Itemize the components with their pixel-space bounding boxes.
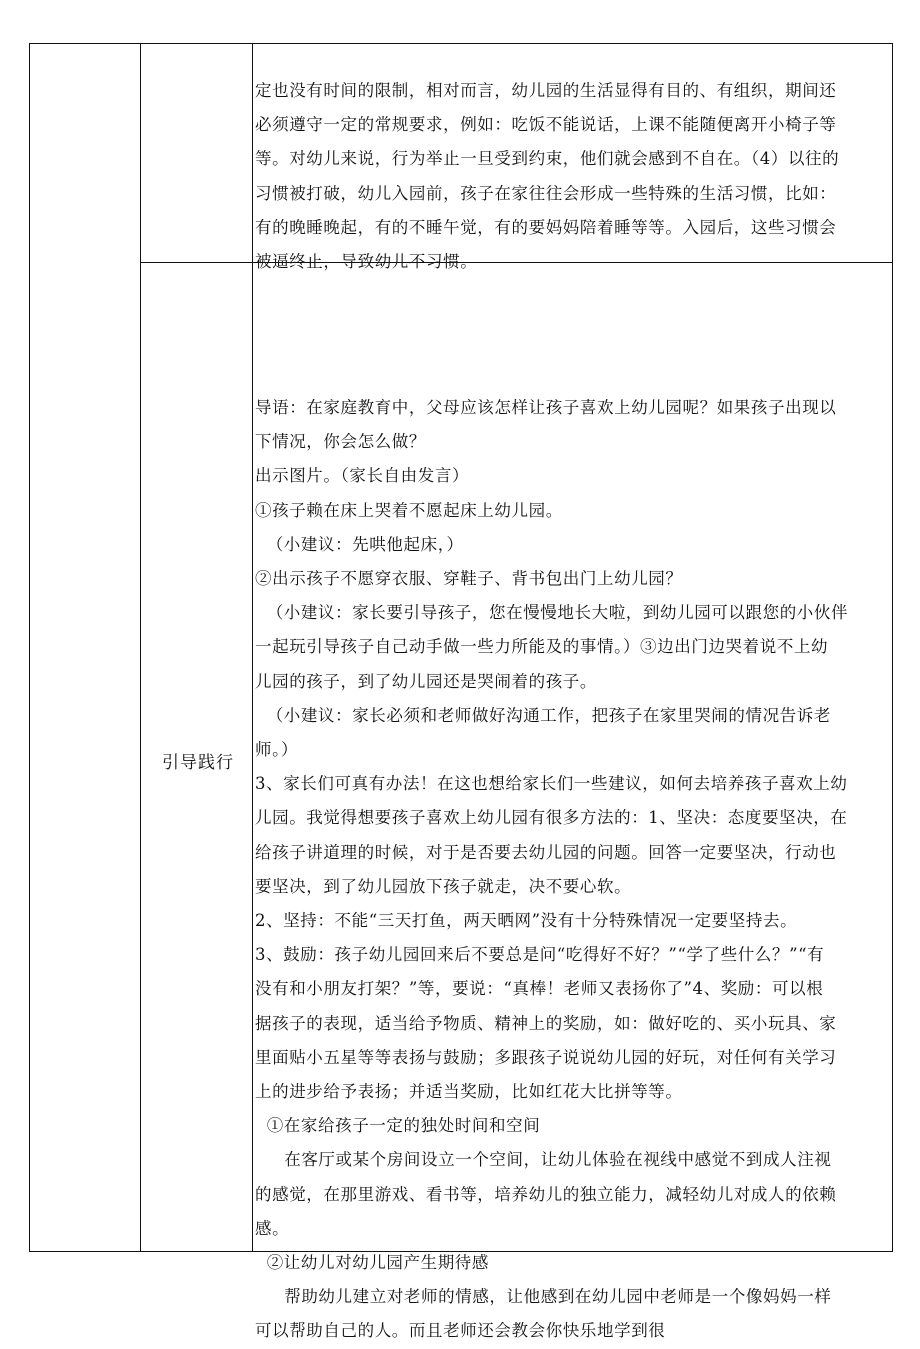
text-line: 的感觉，在那里游戏、看书等，培养幼儿的独立能力，减轻幼儿对成人的依赖 [255,1184,837,1204]
text-line: ②出示孩子不愿穿衣服、穿鞋子、背书包出门上幼儿园？ [255,569,683,589]
text-line: 儿园的孩子，到了幼儿园还是哭闹着的孩子。 [255,671,597,691]
text-line: 导语：在家庭教育中，父母应该怎样让孩子喜欢上幼儿园呢？如果孩子出现以 [255,398,837,417]
text-line: 儿园。我觉得想要孩子喜欢上幼儿园有很多方法的：1、坚决：态度要坚决，在 [255,808,848,828]
text-line: 3、鼓励：孩子幼儿园回来后不要总是问“吃得好不好？”“学了些什么？”“有 [255,945,825,965]
text-line: （小建议：先哄他起床，） [255,534,464,554]
text-line: ①在家给孩子一定的独处时间和空间 [255,1116,541,1136]
text-line: 2、坚持：不能“三天打鱼，两天晒网”没有十分特殊情况一定要坚持去。 [255,911,798,931]
text-line: ②让幼儿对幼儿园产生期待感 [255,1253,489,1273]
text-line: 里面贴小五星等等表扬与鼓励；多跟孩子说说幼儿园的好玩，对任何有关学习 [255,1047,837,1067]
text-line: （小建议：家长要引导孩子，您在慢慢地长大啦，到幼儿园可以跟您的小伙伴 [255,603,849,623]
section-label: 引导践行 [162,753,234,773]
text-line: 在客厅或某个房间设立一个空间，让幼儿体验在视线中感觉不到成人注视 [255,1150,832,1170]
text-line: （小建议：家长必须和老师做好沟通工作，把孩子在家里哭闹的情况告诉老 [255,705,831,725]
text-line: 等。对幼儿来说，行为举止一旦受到约束，他们就会感到不自在。（4）以往的 [255,149,840,169]
column-divider-1 [140,44,141,1251]
text-line: 可以帮助自己的人。而且老师还会教会你快乐地学到很 [255,1321,666,1341]
text-line: 必须遵守一定的常规要求，例如：吃饭不能说话，上课不能随便离开小椅子等 [255,115,837,135]
text-line: 师。） [255,740,299,760]
column-divider-2 [252,44,253,1251]
row1-content [255,74,839,279]
text-line: 上的进步给予表扬；并适当奖励，比如红花大比拼等等。 [255,1082,683,1102]
lesson-table [29,43,893,1341]
text-line: 给孩子讲道理的时候，对于是否要去幼儿园的问题。回答一定要坚决，行动也 [255,842,837,862]
text-line: 感。 [255,1218,290,1238]
text-line: 一起玩引导孩子自己动手做一些力所能及的事情。）③边出门边哭着说不上幼 [255,637,829,657]
text-line: 帮助幼儿建立对老师的情感，让他感到在幼儿园中老师是一个像妈妈一样 [255,1287,832,1307]
text-line: 出示图片。（家长自由发言） [255,466,470,486]
text-line: 3、家长们可真有办法！在这也想给家长们一些建议，如何去培养孩子喜欢上幼 [255,774,848,794]
row2-content [255,391,848,1349]
text-line: 习惯被打破，幼儿入园前，孩子在家往往会形成一些特殊的生活习惯，比如： [255,183,837,203]
text-line: 下情况，你会怎么做？ [255,432,426,452]
text-line: ①孩子赖在床上哭着不愿起床上幼儿园。 [255,500,563,520]
text-line: 被逼终止，导致幼儿不习惯。 [255,252,478,272]
text-line: 据孩子的表现，适当给予物质、精神上的奖励，如：做好吃的、买小玩具、家 [255,1013,837,1033]
text-line: 定也没有时间的限制，相对而言，幼儿园的生活显得有目的、有组织，期间还 [255,81,837,100]
text-line: 没有和小朋友打架？”等，要说：“真棒！老师又表扬你了”4、奖励：可以根 [255,979,824,999]
text-line: 有的晚睡晚起，有的不睡午觉，有的要妈妈陪着睡等等。入园后，这些习惯会 [255,217,837,237]
text-line: 要坚决，到了幼儿园放下孩子就走，决不要心软。 [255,876,632,896]
